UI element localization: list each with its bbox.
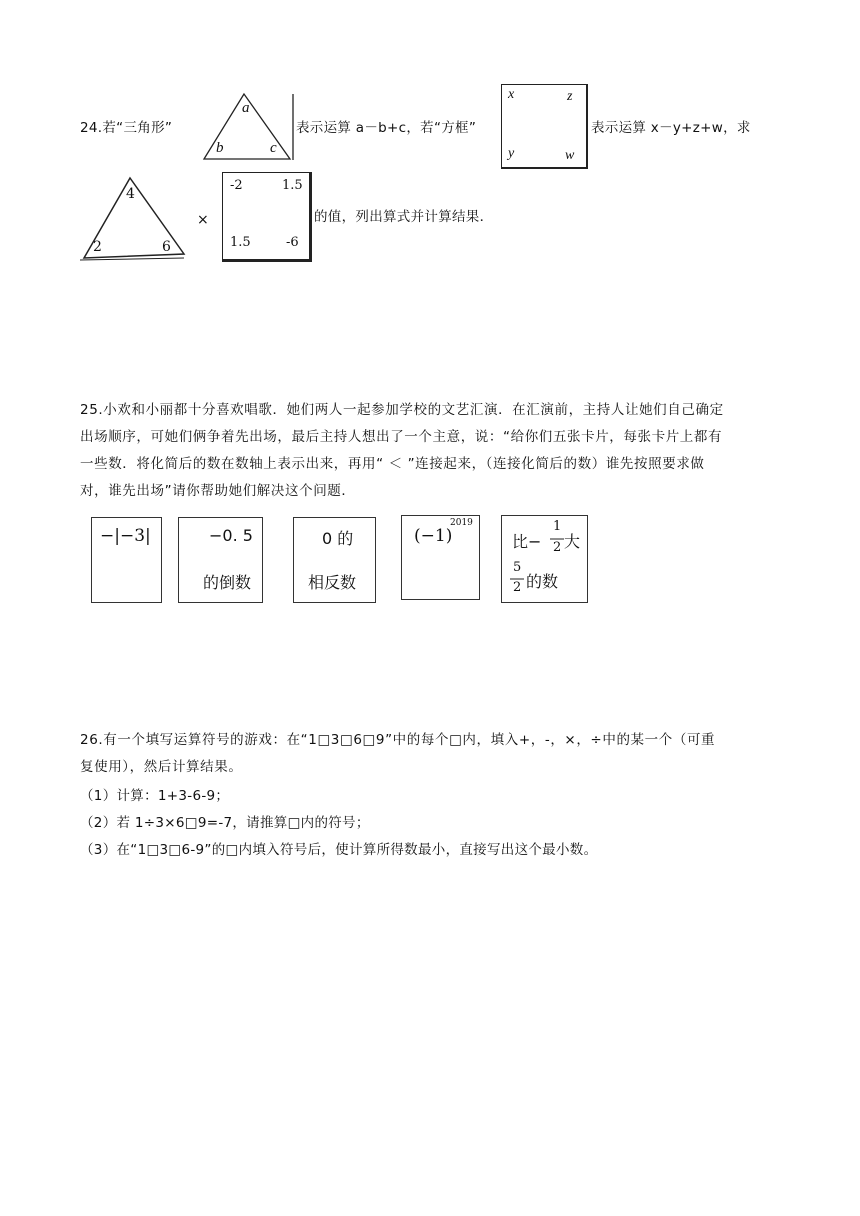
square-legend-br: w: [565, 148, 575, 163]
square-value-br: -6: [286, 235, 299, 250]
card-3-top: 0 的: [322, 529, 354, 548]
card-2-top: −0. 5: [209, 526, 253, 545]
triangle-value-left: 2: [93, 239, 102, 255]
triangle-legend-right: c: [270, 140, 277, 156]
times-sign: ×: [197, 212, 210, 228]
triangle-legend-figure: [200, 90, 296, 162]
triangle-legend-left: b: [216, 140, 224, 156]
card-3-bottom: 相反数: [308, 573, 357, 592]
card-5-num1: 1: [553, 519, 562, 534]
q26-paragraph: [80, 727, 780, 781]
card-2: [178, 517, 263, 603]
q24-text-part3: 表示运算 x－y+z+w，求: [591, 120, 751, 136]
card-5-prefix: 比−: [512, 532, 542, 551]
square-legend-tl: x: [508, 87, 515, 102]
q26-line-1: 26.有一个填写运算符号的游戏：在“1□3□6□9”中的每个□内，填入+，-，×，÷中的某一个（可重: [80, 732, 716, 748]
card-4-base: (−1): [414, 526, 453, 546]
q26-line-2: 复使用），然后计算结果。: [80, 759, 243, 775]
q26-sub-3: （3）在“1□3□6-9”的□内填入符号后，使计算所得数最小，直接写出这个最小数。: [80, 842, 598, 858]
square-value-bl: 1.5: [230, 235, 251, 250]
square-values-figure: [222, 172, 314, 264]
q26-sub-1: （1）计算：1+3-6-9；: [80, 788, 230, 804]
square-legend-figure: [501, 84, 589, 170]
q25-paragraph: [80, 397, 780, 505]
square-legend-bl: y: [508, 146, 515, 161]
card-5-den1: 2: [553, 540, 562, 555]
q25-line-2: 出场顺序，可她们俩争着先出场，最后主持人想出了一个主意，说：“给你们五张卡片，每张卡片上都有: [80, 429, 723, 445]
card-2-bottom: 的倒数: [203, 573, 252, 592]
q26-sub-2: （2）若 1÷3×6□9=-7，请推算□内的符号；: [80, 815, 370, 831]
card-5: [501, 515, 588, 603]
card-1-text: −|−3|: [100, 526, 151, 546]
triangle-value-top: 4: [126, 186, 135, 202]
q25-line-3: 一些数．将化简后的数在数轴上表示出来，再用“ ＜ ”连接起来，（连接化简后的数）谁先按照要求做: [80, 456, 705, 472]
triangle-values-figure: [80, 174, 190, 264]
q24-text-part1: 24.若“三角形”: [80, 120, 173, 136]
square-legend-tr: z: [567, 89, 573, 104]
card-1: [91, 517, 162, 603]
card-5-suffix: 大: [564, 532, 581, 551]
square-value-tl: -2: [230, 178, 243, 193]
card-3: [293, 517, 376, 603]
triangle-value-right: 6: [162, 239, 171, 255]
q24-text-tail: 的值，列出算式并计算结果．: [314, 209, 494, 225]
card-4: [401, 515, 480, 600]
triangle-legend-top: a: [242, 100, 250, 116]
card-5-num2: 5: [513, 560, 522, 575]
q24-text-part2: 表示运算 a－b+c，若“方框”: [296, 120, 477, 136]
card-5-tail: 的数: [526, 572, 559, 591]
q25-line-1: 25.小欢和小丽都十分喜欢唱歌．她们两人一起参加学校的文艺汇演．在汇演前，主持人让她们自己确定: [80, 402, 724, 418]
card-5-den2: 2: [513, 580, 522, 595]
card-4-exponent: 2019: [450, 518, 473, 528]
square-value-tr: 1.5: [282, 178, 303, 193]
q25-line-4: 对，谁先出场”请你帮助她们解决这个问题．: [80, 483, 356, 499]
